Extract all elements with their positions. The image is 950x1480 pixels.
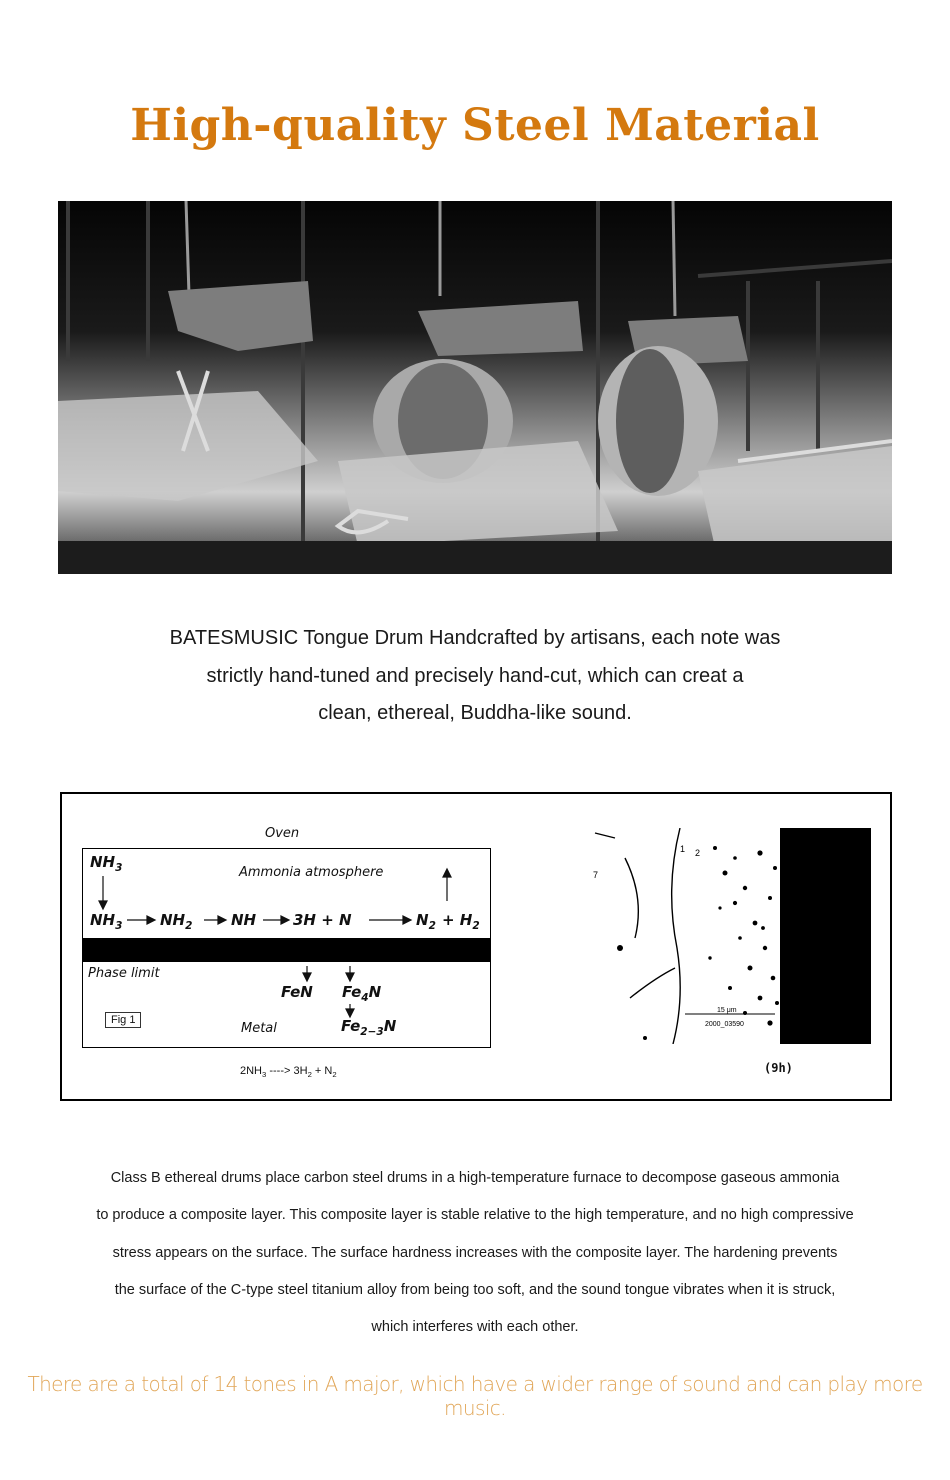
chain-nh2: $NH_2$ bbox=[160, 911, 193, 932]
chain-n2: $N_2$ bbox=[416, 911, 436, 932]
oven-label: Oven bbox=[265, 826, 300, 841]
fen-product: FeN bbox=[281, 983, 313, 1001]
chain-nh3: $NH_3$ bbox=[90, 911, 123, 932]
chain-3h-n: 3H + N bbox=[293, 911, 352, 929]
micro-label-2: 2 bbox=[695, 848, 701, 858]
micro-code: 2000_03590 bbox=[705, 1021, 744, 1028]
micrograph bbox=[585, 828, 871, 1044]
fe4n-product: $Fe_4N$ bbox=[342, 983, 382, 1004]
phase-label: Phase limit bbox=[88, 966, 160, 981]
intro-line: BATESMUSIC Tongue Drum Handcrafted by artisans, each note was bbox=[169, 627, 781, 649]
micro-label-1: 1 bbox=[680, 844, 686, 854]
metal-label: Metal bbox=[241, 1021, 277, 1036]
body-line: to produce a composite layer. This composite layer is stable relative to the high temperature, and no high compressive bbox=[96, 1207, 854, 1224]
factory-photo bbox=[58, 201, 892, 574]
chain-nh: NH bbox=[231, 911, 257, 929]
fe23n-product: $Fe_{2-3}N$ bbox=[341, 1017, 397, 1038]
intro-line: clean, ethereal, Buddha-like sound. bbox=[318, 702, 632, 724]
intro-line: strictly hand-tuned and precisely hand-cut, which can creat a bbox=[206, 664, 744, 687]
body-line: which interferes with each other. bbox=[371, 1319, 579, 1336]
reaction-diagram bbox=[82, 848, 491, 1048]
furnace-illustration bbox=[58, 201, 892, 574]
body-paragraph bbox=[40, 1160, 910, 1346]
decomposition-equation: $2NH_3$ ----> $3H_2 + N_2$ bbox=[240, 1065, 337, 1080]
scale-bar-label: 15 μm bbox=[717, 1007, 737, 1014]
nitriding-figure bbox=[60, 792, 892, 1101]
phase-boundary bbox=[83, 938, 490, 962]
micrograph-image bbox=[585, 828, 871, 1044]
atmosphere-label: Ammonia atmosphere bbox=[239, 865, 384, 880]
fig-tag: Fig 1 bbox=[105, 1012, 141, 1028]
body-line: stress appears on the surface. The surface hardness increases with the composite layer. The hardening prevents bbox=[112, 1244, 838, 1261]
nh3-source: $NH_3$ bbox=[90, 853, 123, 874]
caption-9h: (9h) bbox=[764, 1061, 793, 1075]
intro-paragraph bbox=[80, 620, 870, 733]
page-title: High-quality Steel Material bbox=[130, 100, 820, 151]
body-line: the surface of the C-type steel titanium alloy from being too soft, and the sound tongue vibrates when it is struck, bbox=[114, 1281, 836, 1298]
footer-note: There are a total of 14 tones in A major, which have a wider range of sound and can play more music. bbox=[27, 1372, 923, 1420]
chain-h2: + $H_2$ bbox=[442, 911, 480, 932]
body-line: Class B ethereal drums place carbon steel drums in a high-temperature furnace to decompose gaseous ammonia bbox=[110, 1170, 840, 1186]
micro-label-7: 7 bbox=[593, 870, 599, 880]
